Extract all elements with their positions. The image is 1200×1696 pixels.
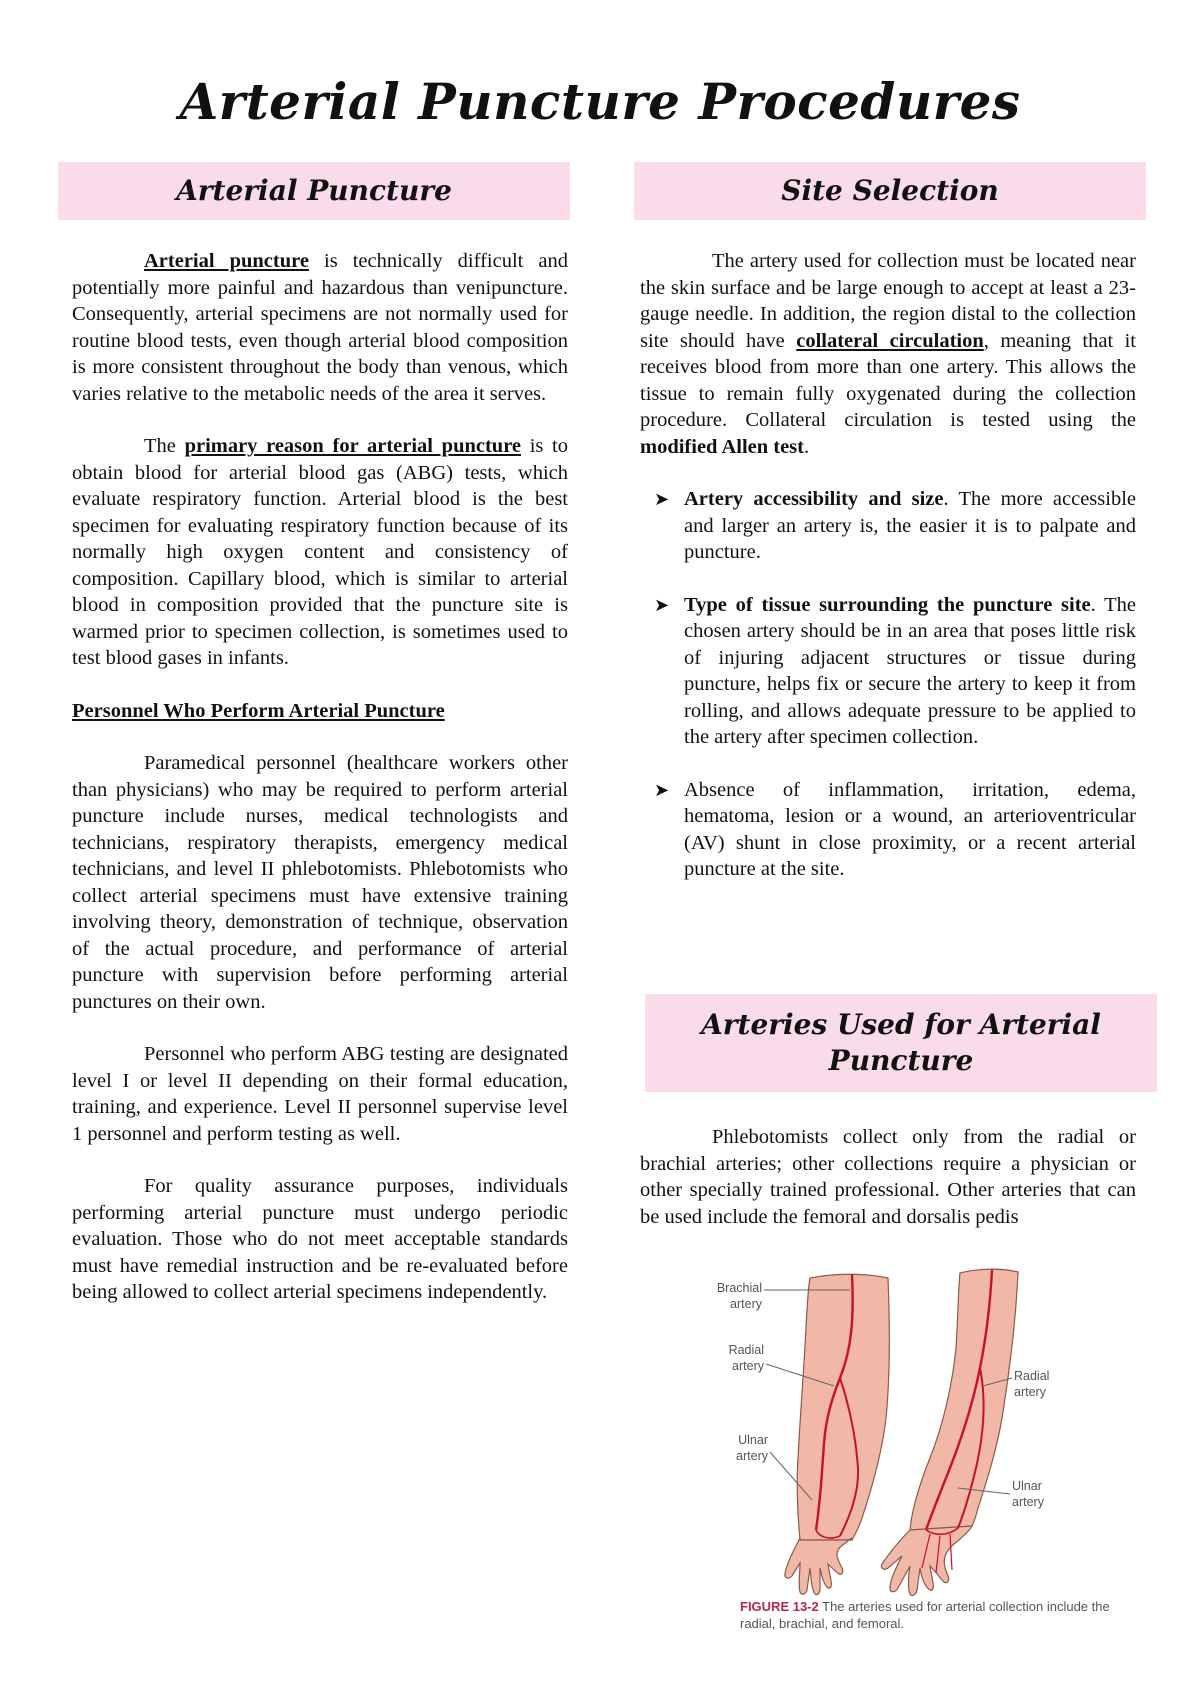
right-arm-illustration [881,1269,1018,1595]
term-primary-reason: primary reason for arterial puncture [184,435,522,457]
right-column-bottom [640,1124,1136,1256]
section-header-site-selection: Site Selection [634,162,1146,220]
paragraph-site-selection: The artery used for collection must be located near the skin surface and be large enough to accept at least a 23-gauge needle. In addition, the region distal to the collection site should have collateral circulation, meaning that it receives blood from more than one artery. This allows the tissue to remain fully oxygenated during the collection procedure. Collateral circulation is tested using the modified Allen test. [640,250,1136,458]
left-arm-illustration [785,1274,889,1595]
paragraph-abg-levels: Personnel who perform ABG testing are designated level I or level II depending on their formal education, training, and experience. Level II personnel supervise level 1 personnel and perform testing as well. [72,1043,568,1145]
page-title: Arterial Puncture Procedures [179,72,1021,131]
subheading-personnel: Personnel Who Perform Arterial Puncture [72,699,445,722]
left-column [72,248,568,1332]
arrow-bullet-icon: ➤ [654,489,670,509]
site-criteria-list [640,486,1136,883]
label-ulnar-right-line1: Ulnar [1012,1479,1042,1493]
label-radial-right-line2: artery [1014,1385,1046,1399]
label-ulnar-left-line2: artery [736,1449,768,1463]
figure-number: FIGURE 13-2 [740,1599,819,1614]
term-arterial-puncture: Arterial puncture [144,250,309,272]
term-collateral-circulation: collateral circulation [796,329,984,352]
label-brachial-line2: artery [730,1297,762,1311]
paragraph-intro: Arterial puncture is technically difficult and potentially more painful and hazardous than venipuncture. Consequently, arterial specimens are not normally used for routine blood tests, even though arterial blood composition is more consistent throughout the body than venous, which varies relative to the metabolic needs of the area it serves. [72,250,568,405]
label-radial-right-line1: Radial [1014,1369,1050,1383]
right-column-top [640,248,1136,909]
label-brachial-line1: Brachial [716,1281,762,1295]
figure-caption: FIGURE 13-2 The arteries used for arterial collection include the radial, brachial, and femoral. [740,1599,1110,1631]
list-item: ➤ Type of tissue surrounding the puncture site. The chosen artery should be in an area that poses little risk of injuring adjacent structures or tissue during puncture, helps fix or secure the artery to keep it from rolling, and allows adequate pressure to be applied to the artery after specimen collection. [654,593,1136,748]
label-radial-left-line1: Radial [728,1343,764,1357]
paragraph-quality-assurance: For quality assurance purposes, individuals performing arterial puncture must undergo periodic evaluation. Those who do not meet acceptable standards must have remedial instruction and be re-evaluated before being allowed to collect arterial specimens independently. [72,1175,568,1303]
section-header-arteries-used: Arteries Used for Arterial Puncture [645,994,1157,1092]
list-item: ➤ Absence of inflammation, irritation, edema, hematoma, lesion or a wound, an arterioventricular (AV) shunt in close proximity, or a recent arterial puncture at the site. [654,778,1136,880]
label-ulnar-right-line2: artery [1012,1495,1044,1509]
label-ulnar-left-line1: Ulnar [738,1433,768,1447]
section-header-arterial-puncture: Arterial Puncture [58,162,570,220]
paragraph-arteries-used: Phlebotomists collect only from the radial or brachial arteries; other collections require a physician or other specially trained professional. Other arteries that can be used include the femoral and dorsalis pedis [640,1126,1136,1228]
paragraph-primary-reason: The primary reason for arterial puncture is to obtain blood for arterial blood gas (ABG) tests, which evaluate respiratory function. Arterial blood is the best specimen for evaluating respiratory function because of its normally high oxygen content and consistency of composition. Capillary blood, which is similar to arterial blood in composition provided that the puncture site is warmed prior to specimen collection, is sometimes used to test blood gases in infants. [72,435,569,669]
arrow-bullet-icon: ➤ [654,594,670,615]
list-item: ➤ Artery accessibility and size. The more accessible and larger an artery is, the easier it is to palpate and puncture. [654,488,1136,563]
arm-arteries-figure [716,1268,1140,1598]
term-modified-allen-test: modified Allen test [640,435,804,458]
label-radial-left-line2: artery [732,1359,764,1373]
arrow-bullet-icon: ➤ [654,779,670,800]
paragraph-paramedical: Paramedical personnel (healthcare workers other than physicians) who may be required to perform arterial puncture include nurses, medical technologists and technicians, respiratory therapists, emergency medical technicians, and level II phlebotomists. Phlebotomists who collect arterial specimens must have extensive training involving theory, demonstration of technique, observation of the actual procedure, and performance of arterial puncture with supervision before performing arterial punctures on their own. [72,752,568,1013]
